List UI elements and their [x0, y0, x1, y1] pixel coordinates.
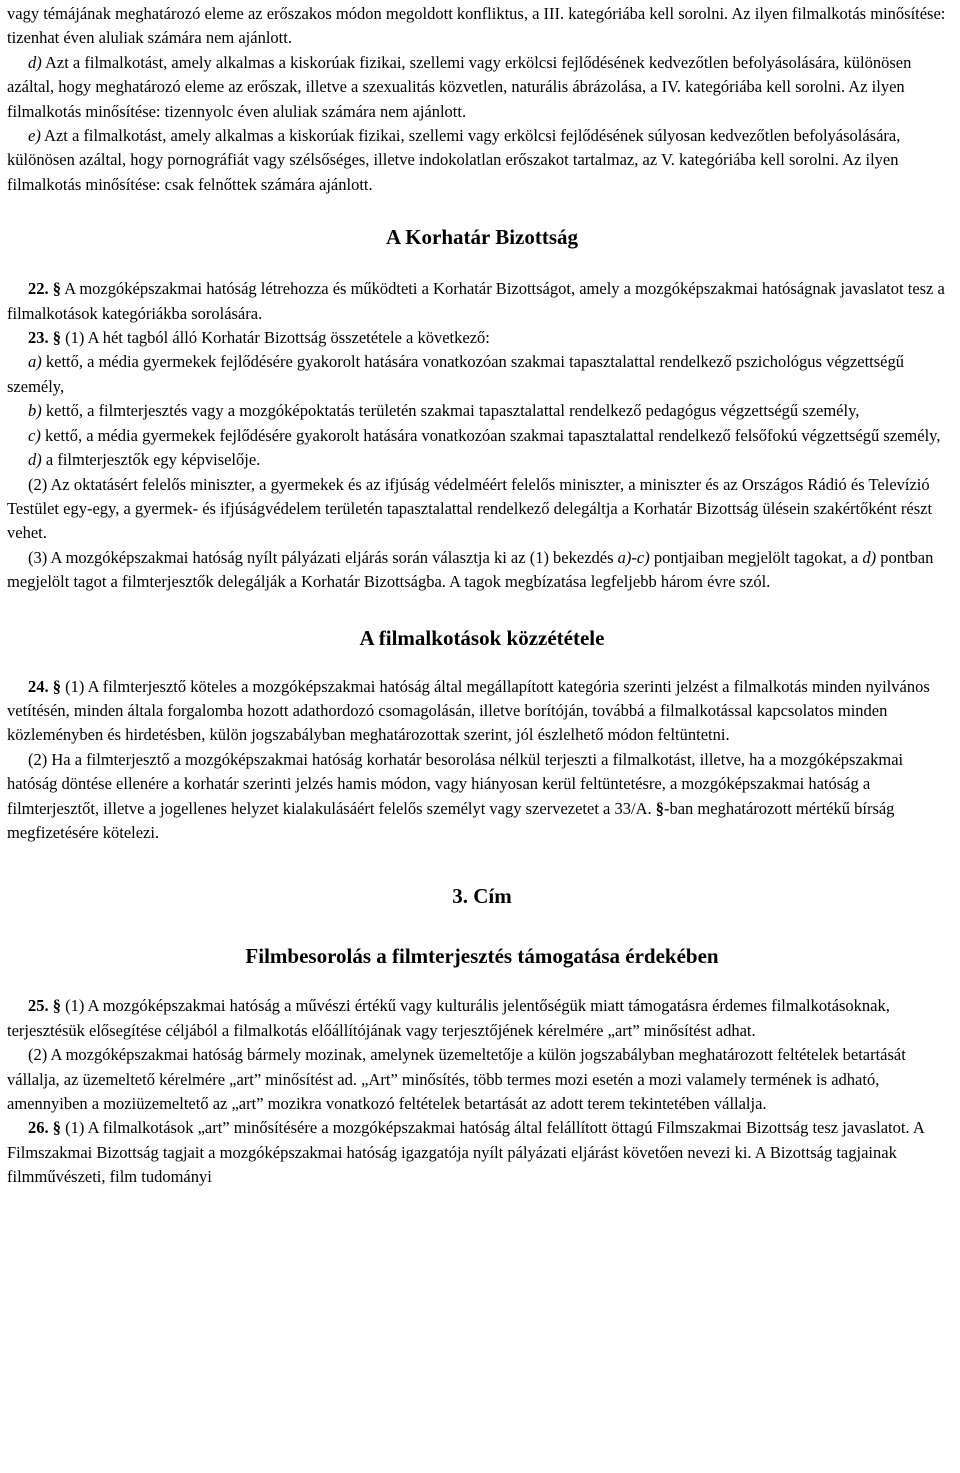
title-heading-3-cim: 3. Cím: [452, 884, 512, 909]
paragraph-point-b: [7, 399, 957, 423]
paragraph-continuation: [7, 2, 957, 51]
paragraph-text: (2) Az oktatásért felelős miniszter, a gyermekek és az ifjúság védelméért felelős miniszter, a miniszter és az Országos Rádió és Televízió Testület egy-egy, a gyermek- és ifjúságvédelem területén tapasztalattal rendelkező delegáltja a Korhatár Bizottság ülésein szakértőként részt vehet.: [7, 474, 933, 543]
section-mark: §: [48, 1118, 61, 1138]
section-number: 26.: [28, 1118, 49, 1138]
paragraph-text: (2) Ha a filmterjesztő a mozgóképszakmai hatóság korhatár besorolása nélkül terjeszti a filmalkotást, illetve, ha a mozgóképszakmai hatóság döntése ellenére a korhatár szerinti jelzés hamis módon, vagy hiányosan kerül feltüntetésre, a mozgóképszakmai hatóság a filmterjesztőt, illetve a jogellenes helyzet kialakulásáért felelős személyt vagy szervezetet a 33/A.: [7, 749, 904, 818]
point-reference: d): [862, 547, 877, 567]
paragraph-text: kettő, a média gyermekek fejlődésére gyakorolt hatására vonatkozóan szakmai tapasztalattal rendelkező felsőfokú végzettségű személy,: [40, 425, 941, 445]
paragraph-point-d: [7, 51, 957, 124]
paragraph-text: kettő, a filmterjesztés vagy a mozgóképoktatás területén szakmai tapasztalattal rendelkező pedagógus végzettségű személy,: [41, 401, 860, 421]
paragraph-text: pontban megjelölt tagot a filmterjesztők delegálják a Korhatár Bizottságba. A tagok megbízatása legfeljebb három évre szól.: [7, 547, 934, 592]
point-reference: a)-c): [617, 547, 650, 567]
paragraph-text: Azt a filmalkotást, amely alkalmas a kiskorúak fizikai, szellemi vagy erkölcsi fejlődésének kedvezőtlen befolyásolására, különösen azáltal, hogy meghatározó eleme az erőszak, illetve a szexualitás közvetlen, naturális ábrázolása, a IV. kategóriába kell sorolni. Az ilyen filmalkotás minősítése: tizennyolc éven aluliak számára nem ajánlott.: [7, 52, 912, 121]
point-label: c): [28, 425, 41, 445]
section-heading-kozzetetel: A filmalkotások közzététele: [359, 625, 605, 650]
paragraph-text: (3) A mozgóképszakmai hatóság nyílt pályázati eljárás során választja ki az (1) bekezdés: [28, 547, 618, 567]
section-number: 23.: [28, 328, 49, 348]
section-number: 24.: [28, 676, 49, 696]
paragraph-text: a filmterjesztők egy képviselője.: [41, 450, 261, 470]
document-page: [7, 0, 957, 1190]
point-label: b): [28, 401, 42, 421]
paragraph-section-25: [7, 994, 957, 1043]
section-heading-filmbesorolas: Filmbesorolás a filmterjesztés támogatása érdekében: [245, 944, 719, 969]
paragraph-text: (1) A filmalkotások „art” minősítésére a mozgóképszakmai hatóság által felállított öttagú Filmszakmai Bizottság tesz javaslatot. A Filmszakmai Bizottság tagjait a mozgóképszakmai hatóság igazgatója nyílt pályázati eljárást követően nevezi ki. A Bizottság tagjainak filmművészeti, film tudományi: [7, 1118, 924, 1187]
paragraph-text: Azt a filmalkotást, amely alkalmas a kiskorúak fizikai, szellemi vagy erkölcsi fejlődésének súlyosan kedvezőtlen befolyásolására, különösen azáltal, hogy pornográfiát vagy szélsőséges, illetve indokolatlan erőszakot tartalmaz, az V. kategóriába kell sorolni. Az ilyen filmalkotás minősítése: csak felnőttek számára ajánlott.: [7, 126, 901, 194]
paragraph-text: vagy témájának meghatározó eleme az erőszakos módon megoldott konfliktus, a III. kategóriába kell sorolni. Az ilyen filmalkotás minősítése: tizenhat éven aluliak számára nem ajánlott.: [7, 4, 946, 48]
point-label: d): [28, 52, 42, 72]
section-mark: §: [48, 676, 61, 696]
paragraph-point-d2: [7, 448, 957, 472]
section-mark: §: [48, 996, 61, 1016]
paragraph-text: kettő, a média gyermekek fejlődésére gyakorolt hatására vonatkozóan szakmai tapasztalattal rendelkező pszichológus végzettségű személy,: [7, 352, 904, 396]
paragraph-point-a: [7, 350, 957, 399]
paragraph-section-25-2: [7, 1043, 957, 1116]
paragraph-section-24-2: [7, 748, 957, 846]
paragraph-section-23: [7, 326, 957, 350]
paragraph-section-26: [7, 1116, 957, 1189]
section-mark: §: [48, 328, 61, 348]
paragraph-text: (1) A filmterjesztő köteles a mozgóképszakmai hatóság által megállapított kategória szerinti jelzést a filmalkotás minden nyilvános vetítésén, minden általa forgalomba hozott adathordozó csomagolásán, illetve borítóján, továbbá a filmalkotással kapcsolatos minden közleményben és hirdetésben, külön jogszabályban meghatározottak szerint, jól észlelhető módon feltüntetni.: [7, 676, 930, 745]
paragraph-text: (2) A mozgóképszakmai hatóság bármely mozinak, amelynek üzemeltetője a külön jogszabályban meghatározott feltételek betartását vállalja, az üzemeltető kérelmére „art” minősítést ad. „Art” minősítés, több termes mozi esetén a mozi valamely termének is adható, amennyiben a moziüzemeltető az „art” mozikra vonatkozó feltételek betartását az adott terem tekintetében vállalja.: [7, 1045, 906, 1113]
point-label: d): [28, 450, 42, 470]
section-number: 25.: [28, 996, 49, 1016]
section-heading-korhatar-bizottsag: A Korhatár Bizottság: [385, 225, 579, 250]
point-label: a): [28, 352, 42, 372]
section-mark: §: [655, 798, 664, 818]
section-mark: §: [48, 279, 61, 299]
paragraph-point-e: [7, 124, 957, 197]
paragraph-section-23-2: [7, 473, 957, 546]
paragraph-point-c: [7, 424, 957, 448]
paragraph-section-23-3: [7, 546, 957, 595]
paragraph-section-24: [7, 675, 957, 748]
paragraph-text: pontjaiban megjelölt tagokat, a: [649, 547, 863, 567]
point-label: e): [28, 126, 41, 146]
paragraph-text: A mozgóképszakmai hatóság létrehozza és működteti a Korhatár Bizottságot, amely a mozgóképszakmai hatóságnak javaslatot tesz a filmalkotások kategóriákba sorolására.: [7, 279, 945, 323]
paragraph-text: (1) A mozgóképszakmai hatóság a művészi értékű vagy kulturális jelentőségük miatt támogatásra érdemes filmalkotásoknak, terjesztésük elősegítése céljából a filmalkotás előállítójának vagy terjesztőjének kérelmére „art” minősítést adhat.: [7, 996, 890, 1040]
paragraph-text: (1) A hét tagból álló Korhatár Bizottság összetétele a következő:: [61, 328, 490, 348]
paragraph-section-22: [7, 277, 957, 326]
paragraph-text: -ban meghatározott mértékű bírság megfizetésére kötelezi.: [7, 798, 895, 842]
section-number: 22.: [28, 279, 49, 299]
